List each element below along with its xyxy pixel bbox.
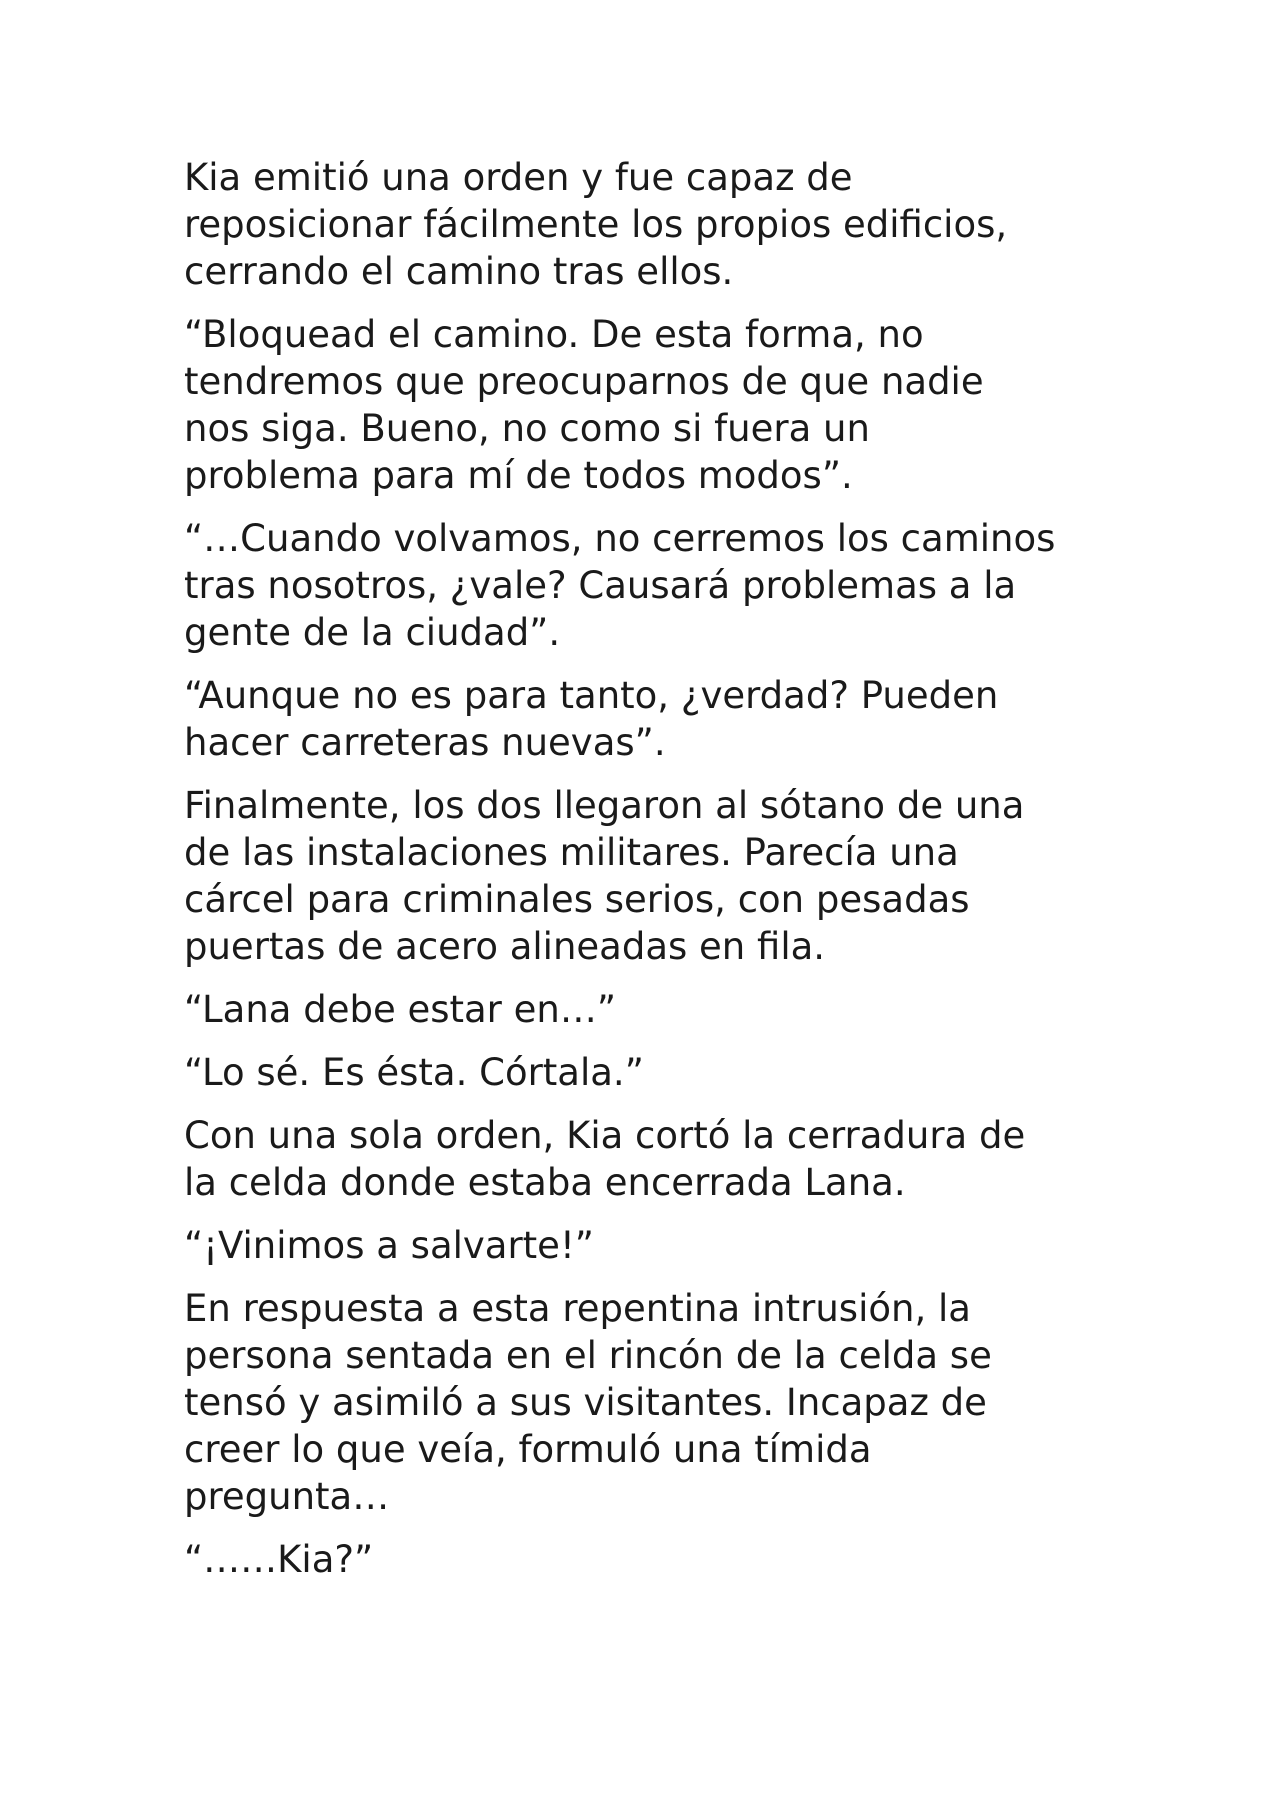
paragraph-3: “…Cuando volvamos, no cerremos los caminos tras nosotros, ¿vale? Causará problemas a la gente de la ciudad”. [184, 517, 1056, 654]
paragraph-10: En respuesta a esta repentina intrusión, la persona sentada en el rincón de la celda se tensó y asimiló a sus visitantes. Incapaz de creer lo que veía, formuló una tímida pregunta… [184, 1287, 992, 1518]
paragraph-8: Con una sola orden, Kia cortó la cerradura de la celda donde estaba encerrada Lana. [184, 1114, 1026, 1204]
document-page [184, 154, 1124, 1599]
paragraph-2: “Bloquead el camino. De esta forma, no tendremos que preocuparnos de que nadie nos siga. Bueno, no como si fuera un problema para mí de todos modos”. [184, 313, 984, 497]
paragraph-9: “¡Vinimos a salvarte!” [184, 1224, 594, 1267]
paragraph-11: “……Kia?” [184, 1538, 374, 1581]
paragraph-6: “Lana debe estar en…” [184, 988, 617, 1031]
paragraph-1: Kia emitió una orden y fue capaz de reposicionar fácilmente los propios edificios, cerrando el camino tras ellos. [184, 156, 1008, 293]
paragraph-7: “Lo sé. Es ésta. Córtala.” [184, 1051, 644, 1094]
paragraph-5: Finalmente, los dos llegaron al sótano de una de las instalaciones militares. Parecía una cárcel para criminales serios, con pesadas puertas de acero alineadas en fila. [184, 784, 1025, 968]
paragraph-4: “Aunque no es para tanto, ¿verdad? Pueden hacer carreteras nuevas”. [184, 674, 999, 764]
